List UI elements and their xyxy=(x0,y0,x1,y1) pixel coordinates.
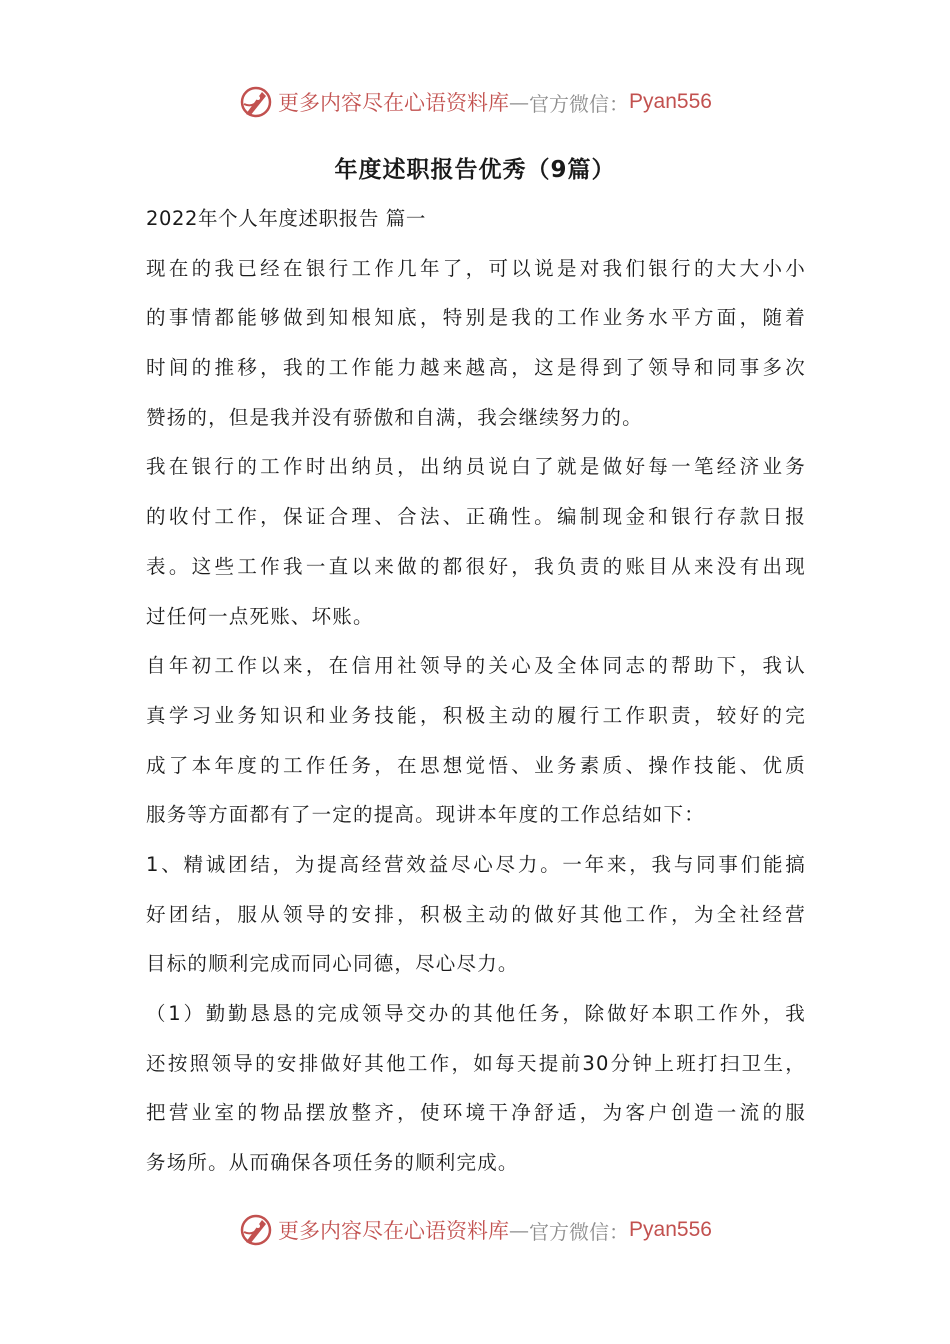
banner-wechat-label: 官方微信： xyxy=(529,91,630,116)
text-line: 的收付工作，保证合理、合法、正确性。编制现金和银行存款日报 xyxy=(146,505,806,529)
text-line: 目标的顺利完成而同心同德，尽心尽力。 xyxy=(146,952,519,976)
text-line: 好团结，服从领导的安排，积极主动的做好其他工作，为全社经营 xyxy=(146,902,806,926)
banner-wechat-id: Pyan556 xyxy=(629,90,712,113)
text-line: 我在银行的工作时出纳员，出纳员说白了就是做好每一笔经济业务 xyxy=(146,455,806,479)
text-line: （1）勤勤恳恳的完成领导交办的其他任务，除做好本职工作外，我 xyxy=(146,1002,806,1025)
pen-nib-logo-icon xyxy=(238,1212,274,1248)
banner-wechat-label: 官方微信： xyxy=(529,1219,630,1244)
text-line: 1、精诚团结，为提高经营效益尽心尽力。一年来，我与同事们能搞 xyxy=(146,852,806,876)
banner-text: 更多内容尽在心语资料库 xyxy=(278,91,510,115)
text-line: 务场所。从而确保各项任务的顺利完成。 xyxy=(146,1151,519,1175)
banner-dash: — xyxy=(509,1218,530,1242)
text-line: 的事情都能够做到知根知底，特别是我的工作业务水平方面，随着 xyxy=(146,306,806,330)
text-line: 把营业室的物品摆放整齐，使环境干净舒适，为客户创造一流的服 xyxy=(146,1101,806,1125)
document-title: 年度述职报告优秀（9篇） xyxy=(334,157,616,183)
text-line: 成了本年度的工作任务，在思想觉悟、业务素质、操作技能、优质 xyxy=(146,753,806,777)
text-line: 服务等方面都有了一定的提高。现讲本年度的工作总结如下： xyxy=(146,803,705,827)
text-line: 自年初工作以来，在信用社领导的关心及全体同志的帮助下，我认 xyxy=(146,654,806,678)
document-body xyxy=(146,198,806,1192)
text-line: 还按照领导的安排做好其他工作，如每天提前30分钟上班打扫卫生， xyxy=(146,1051,806,1075)
footer-banner xyxy=(0,1208,950,1252)
pen-nib-logo-icon xyxy=(238,84,274,120)
text-line: 现在的我已经在银行工作几年了，可以说是对我们银行的大大小小 xyxy=(146,256,806,280)
banner-wechat-id: Pyan556 xyxy=(629,1218,712,1241)
text-line: 时间的推移，我的工作能力越来越高，这是得到了领导和同事多次 xyxy=(146,356,806,380)
text-line: 真学习业务知识和业务技能，积极主动的履行工作职责，较好的完 xyxy=(146,703,806,727)
text-line: 赞扬的，但是我并没有骄傲和自满，我会继续努力的。 xyxy=(146,405,643,429)
text-line: 过任何一点死账、坏账。 xyxy=(146,604,374,628)
section-heading: 2022年个人年度述职报告 篇一 xyxy=(146,207,426,230)
banner-text: 更多内容尽在心语资料库 xyxy=(278,1219,510,1243)
header-banner xyxy=(0,80,950,124)
banner-dash: — xyxy=(509,90,530,114)
text-line: 表。这些工作我一直以来做的都很好，我负责的账目从来没有出现 xyxy=(146,554,806,578)
